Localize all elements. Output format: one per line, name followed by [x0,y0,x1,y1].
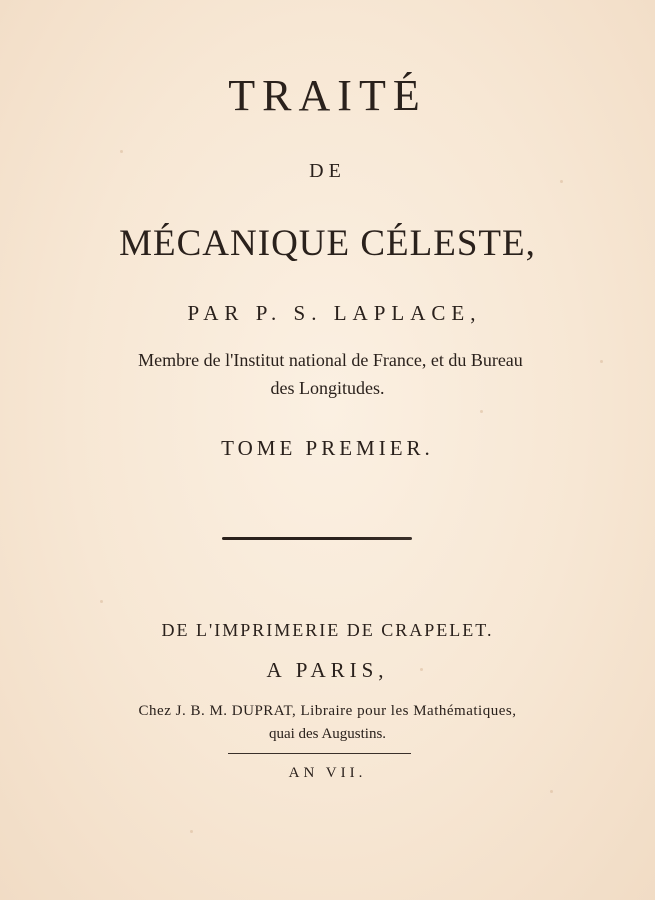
foxing-speck [550,790,553,793]
publication-year: AN VII. [288,765,367,781]
publisher-line-2: quai des Augustins. [268,726,387,742]
book-subtitle: MÉCANIQUE CÉLESTE, [119,223,536,264]
foxing-speck [120,150,123,153]
ornamental-rule [222,537,412,540]
author-line: PAR P. S. LAPLACE, [187,301,482,325]
city-line: A PARIS, [266,658,389,682]
divider-rule [228,753,411,754]
book-title: TRAITÉ [228,71,427,120]
title-connector: DE [309,160,346,182]
volume-label: TOME PREMIER. [221,436,434,460]
printer-line: DE L'IMPRIMERIE DE CRAPELET. [161,620,494,640]
publisher-line-1: Chez J. B. M. DUPRAT, Libraire pour les Mathématiques, [138,703,517,719]
author-affiliation-line-1: Membre de l'Institut national de France, et du Bureau [138,350,523,370]
author-affiliation-line-2: des Longitudes. [270,378,385,398]
foxing-speck [100,600,103,603]
foxing-speck [480,410,483,413]
foxing-speck [190,830,193,833]
